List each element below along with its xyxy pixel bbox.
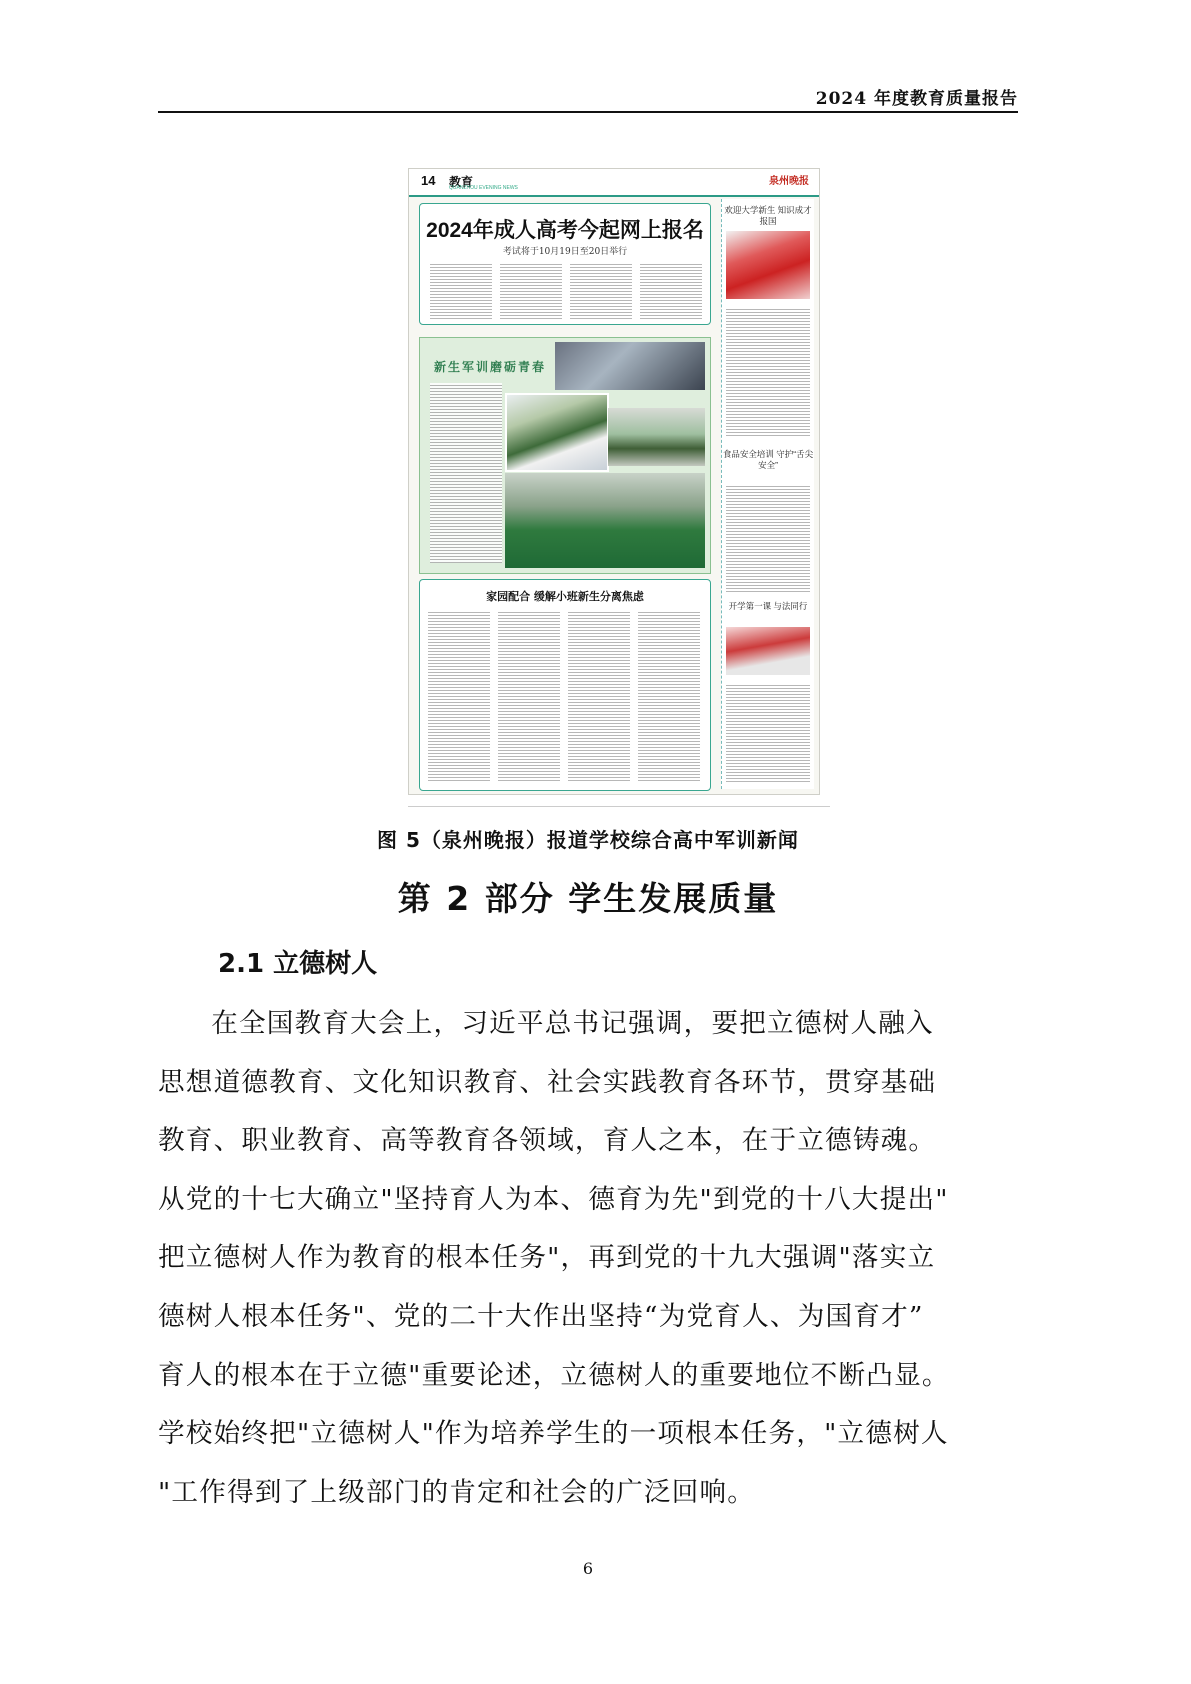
newspaper-side-title-3: 开学第一课 与法同行	[728, 601, 808, 611]
body-line: 学校始终把"立德树人"作为培养学生的一项根本任务，"立德树人	[158, 1418, 949, 1450]
body-line: 从党的十七大确立"坚持育人为本、德育为先"到党的十八大提出"	[158, 1183, 949, 1215]
photo-marching	[608, 408, 705, 466]
newspaper-logo: 泉州晚报	[769, 176, 809, 187]
newspaper-side-title-2: 食品安全培训 守护“舌尖安全”	[722, 449, 814, 470]
body-line: 把立德树人作为教育的根本任务"，再到党的十九大强调"落实立	[158, 1242, 936, 1274]
body-paragraph	[158, 995, 1018, 1522]
newspaper-right-column	[721, 199, 814, 789]
photo-university-welcome	[726, 231, 810, 299]
body-line: 德树人根本任务"、党的二十大作出坚持“为党育人、为国育才”	[158, 1300, 924, 1332]
section-heading: 2.1 立德树人	[218, 949, 378, 979]
newspaper-feature-military-training	[419, 337, 711, 574]
photo-classroom	[555, 342, 705, 390]
photo-field-training	[505, 473, 705, 568]
header-rule	[158, 111, 1018, 113]
newspaper-clipping-image	[408, 168, 820, 795]
clipping-underline	[408, 806, 830, 807]
body-line: 思想道德教育、文化知识教育、社会实践教育各环节，贯穿基础	[158, 1066, 937, 1098]
body-line: "工作得到了上级部门的肯定和社会的广泛回响。	[158, 1476, 756, 1508]
photo-instructor	[505, 393, 609, 472]
newspaper-lead-title: 2024年成人高考今起网上报名	[426, 219, 704, 242]
part-title: 第 2 部分 学生发展质量	[397, 879, 779, 918]
body-line: 在全国教育大会上，习近平总书记强调，要把立德树人融入	[211, 1008, 934, 1039]
newspaper-masthead-sub: QUANZHOU EVENING NEWS	[449, 185, 518, 191]
newspaper-section-name: 教育	[449, 175, 474, 189]
newspaper-side-title-1: 欢迎大学新生 知识成才报国	[724, 205, 812, 226]
newspaper-lead-article	[419, 203, 711, 325]
newspaper-page-number: 14	[421, 173, 436, 188]
body-line: 教育、职业教育、高等教育各领域，育人之本，在于立德铸魂。	[158, 1125, 937, 1157]
newspaper-bottom-title: 家园配合 缓解小班新生分离焦虑	[486, 590, 644, 603]
page-number: 6	[582, 1559, 594, 1578]
newspaper-masthead	[409, 169, 819, 197]
photo-law-class	[726, 627, 810, 675]
figure-caption: 图 5（泉州晚报）报道学校综合高中军训新闻	[377, 828, 799, 852]
newspaper-feature-title: 新生军训磨砺青春	[434, 360, 547, 374]
running-header: 2024 年度教育质量报告	[815, 89, 1018, 109]
body-line: 育人的根本在于立德"重要论述，立德树人的重要地位不断凸显。	[158, 1359, 950, 1391]
newspaper-lead-subtitle: 考试将于10月19日至20日举行	[502, 247, 628, 257]
newspaper-bottom-article	[419, 579, 711, 791]
